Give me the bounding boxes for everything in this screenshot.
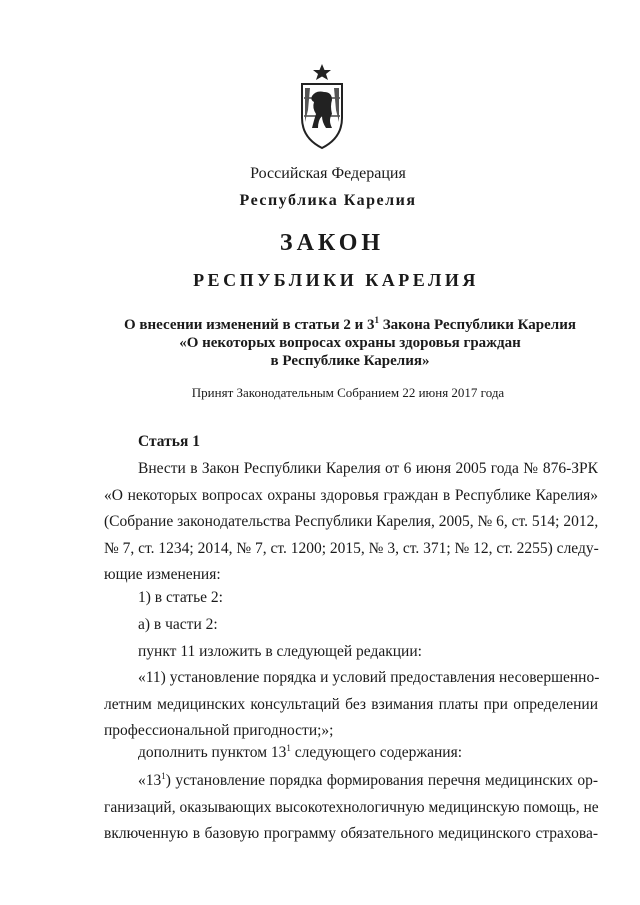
- intro-line-3: (Собрание законодательства Республики Карелия, 2005, № 6, ст. 514; 2012,: [104, 513, 599, 530]
- document-type: ЗАКОН: [279, 230, 385, 256]
- article-intro-paragraph: [104, 456, 598, 589]
- country-name: Российская Федерация: [250, 165, 406, 182]
- subject-line-2: «О некоторых вопросах охраны здоровья граждан: [179, 335, 521, 351]
- intro-line-1: Внести в Закон Республики Карелия от 6 июня 2005 года № 876-ЗРК: [138, 460, 598, 477]
- p13-line-1: «$13^1$) установление порядка формирования перечня медицинских ор-: [138, 770, 598, 789]
- intro-line-4: № 7, ст. 1234; 2014, № 7, ст. 1200; 2015, № 3, ст. 371; № 12, ст. 2255) следу-: [104, 539, 599, 557]
- p11-line-2: летним медицинских консультаций без взимания платы при определении: [104, 695, 598, 713]
- p11-line-3: профессиональной пригодности;»;: [104, 722, 334, 739]
- document-owner: РЕСПУБЛИКИ КАРЕЛИЯ: [193, 270, 479, 290]
- point-11-paragraph: [104, 665, 598, 745]
- p13-line-3: включенную в базовую программу обязательного медицинского страхова-: [104, 825, 598, 842]
- adoption-note: Принят Законодательным Собранием 22 июня 2017 года: [191, 385, 505, 400]
- subject-line-3: в Республике Карелия»: [270, 353, 430, 369]
- item-point-11: пункт 11 изложить в следующей редакции:: [138, 643, 422, 660]
- item-a: а) в части 2:: [138, 616, 218, 633]
- subject-line-1: О внесении изменений в статьи 2 и $3^1$ Закона Республики Карелия: [124, 315, 576, 333]
- point-13-1-paragraph: [104, 768, 598, 848]
- karelia-coat-of-arms-emblem: [296, 62, 348, 150]
- p13-line-2: ганизаций, оказывающих высокотехнологичную медицинскую помощь, не: [104, 798, 599, 816]
- republic-name: Республика Карелия: [239, 192, 417, 209]
- article-heading: Статья 1: [138, 433, 200, 450]
- intro-line-5: ющие изменения:: [104, 566, 221, 583]
- intro-line-2: «О некоторых вопросах охраны здоровья граждан в Республике Карелия»: [104, 486, 598, 504]
- add-point-13-1: дополнить пунктом $13^1$ следующего содержания:: [138, 742, 463, 761]
- item-1: 1) в статье 2:: [138, 589, 223, 606]
- law-subject: [0, 316, 640, 370]
- p11-line-1: «11) установление порядка и условий предоставления несовершенно-: [138, 669, 600, 686]
